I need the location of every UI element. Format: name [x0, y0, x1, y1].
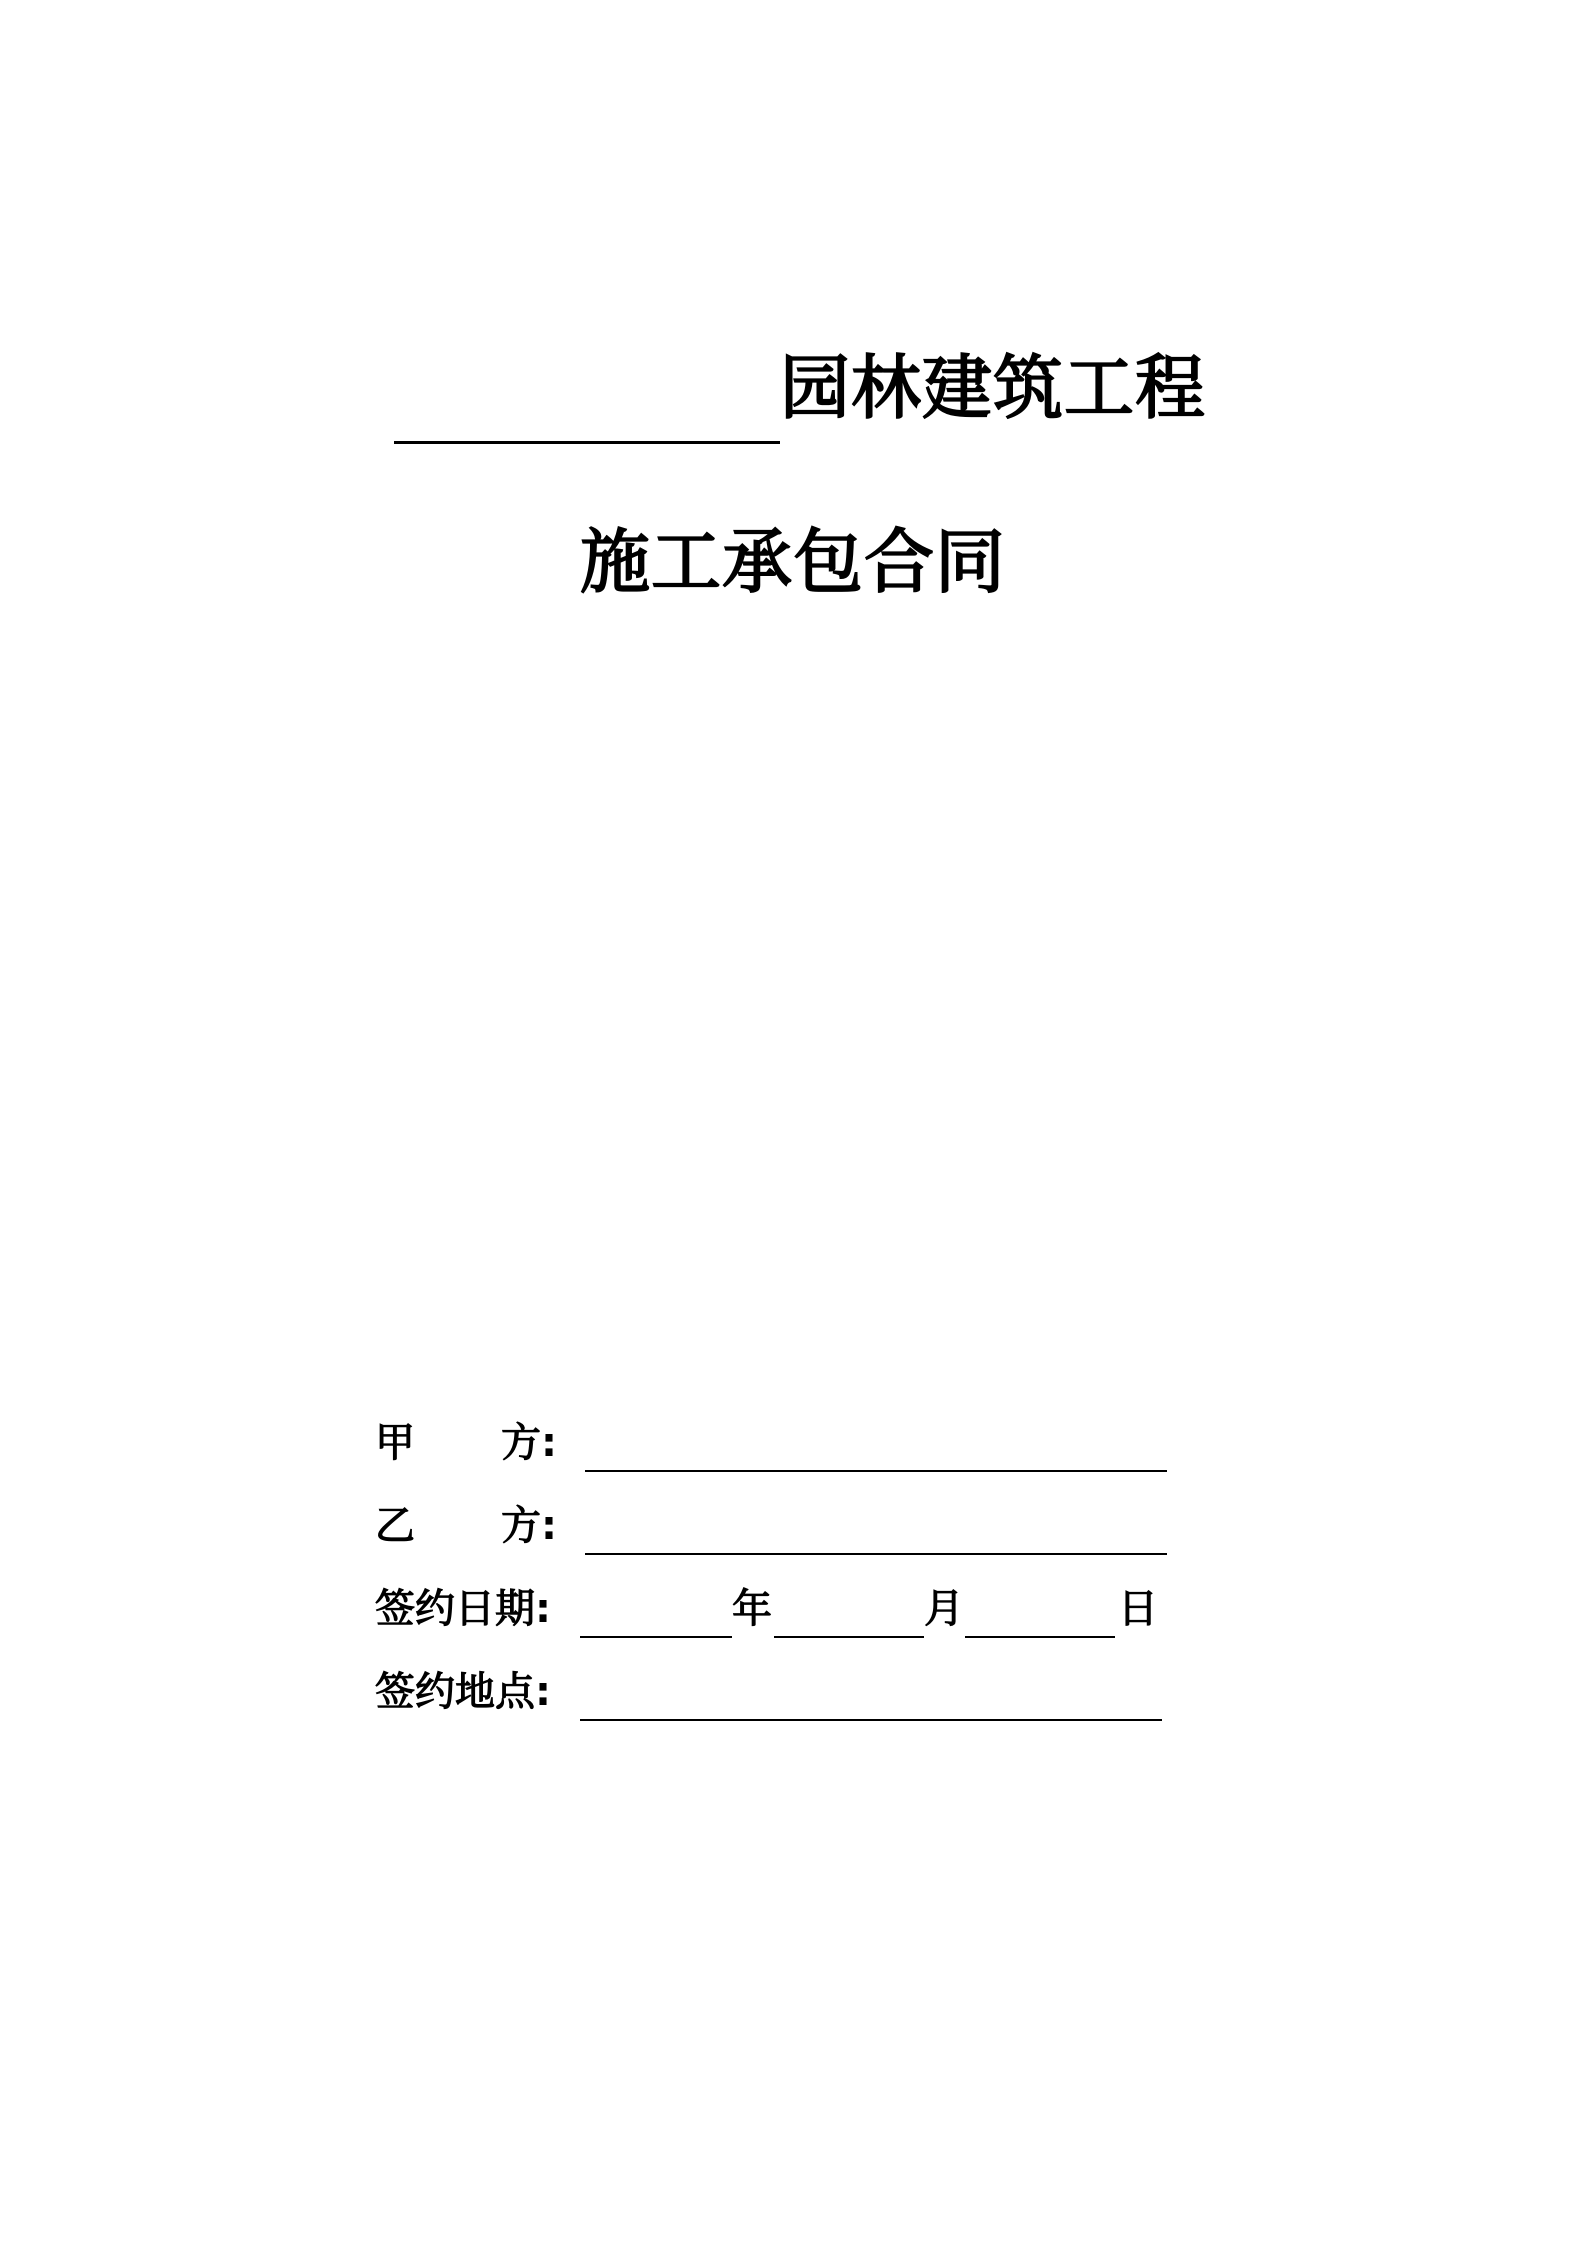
party-b-label-char2: 方:: [501, 1503, 557, 1549]
sign-date-label: 签约日期:: [375, 1586, 551, 1632]
party-a-label: [375, 1418, 575, 1468]
sign-place-blank-line: [580, 1719, 1162, 1721]
sign-date-year-unit: 年: [732, 1586, 772, 1632]
party-a-label-char1: 甲: [375, 1420, 415, 1466]
sign-date-month-blank: [774, 1636, 924, 1638]
title-line-2: 施工承包合同: [580, 521, 1006, 603]
sign-date-year-blank: [580, 1636, 732, 1638]
party-b-label-char1: 乙: [375, 1503, 415, 1549]
title-line-1: 园林建筑工程: [780, 347, 1206, 429]
party-a-label-char2: 方:: [501, 1420, 557, 1466]
sign-place-label: 签约地点:: [375, 1669, 551, 1715]
project-name-blank-line: [394, 441, 780, 444]
party-b-blank-line: [585, 1553, 1167, 1555]
party-a-blank-line: [585, 1470, 1167, 1472]
sign-date-month-unit: 月: [924, 1586, 964, 1632]
party-b-label: [375, 1501, 575, 1551]
sign-date-day-unit: 日: [1118, 1586, 1158, 1632]
sign-date-day-blank: [965, 1636, 1115, 1638]
